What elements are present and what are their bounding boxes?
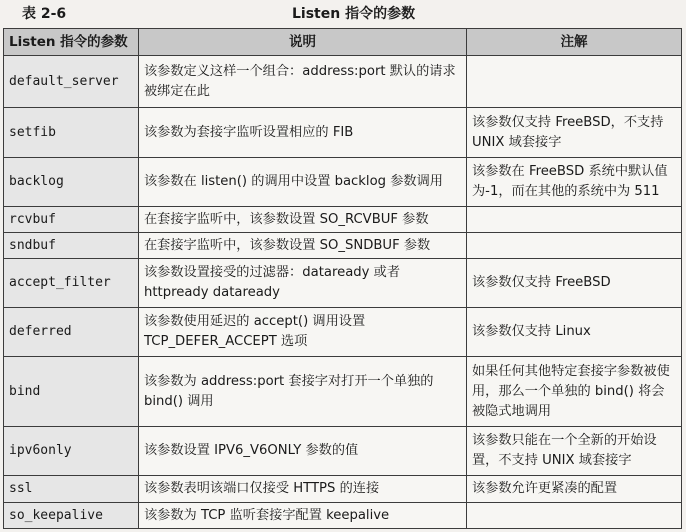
param-description: 该参数为套接字监听设置相应的 FIB	[139, 108, 467, 158]
param-name: default_server	[4, 56, 139, 108]
param-name: bind	[4, 357, 139, 427]
param-description: 在套接字监听中，该参数设置 SO_RCVBUF 参数	[139, 207, 467, 233]
param-name: rcvbuf	[4, 207, 139, 233]
param-description: 该参数设置 IPV6_V6ONLY 参数的值	[139, 427, 467, 476]
param-name: sndbuf	[4, 233, 139, 259]
table-row	[4, 259, 682, 308]
param-note: 该参数仅支持 Linux	[467, 308, 682, 357]
table-number: 表 2-6	[22, 6, 67, 22]
param-name: deferred	[4, 308, 139, 357]
param-name: accept_filter	[4, 259, 139, 308]
table-row	[4, 56, 682, 108]
header-param: Listen 指令的参数	[4, 29, 139, 56]
param-name: so_keepalive	[4, 503, 139, 529]
table-row	[4, 158, 682, 207]
table-row	[4, 308, 682, 357]
table-row	[4, 503, 682, 529]
param-note	[467, 503, 682, 529]
param-description: 该参数定义这样一个组合：address:port 默认的请求被绑定在此	[139, 56, 467, 108]
param-note: 该参数允许更紧凑的配置	[467, 476, 682, 503]
table-row	[4, 207, 682, 233]
table-caption	[0, 0, 686, 26]
param-note	[467, 233, 682, 259]
param-note	[467, 56, 682, 108]
param-note: 该参数仅支持 FreeBSD，不支持 UNIX 域套接字	[467, 108, 682, 158]
param-note	[467, 207, 682, 233]
header-description: 说明	[139, 29, 467, 56]
table-title: Listen 指令的参数	[292, 6, 416, 22]
param-description: 该参数使用延迟的 accept() 调用设置 TCP_DEFER_ACCEPT 选项	[139, 308, 467, 357]
param-name: ipv6only	[4, 427, 139, 476]
param-name: ssl	[4, 476, 139, 503]
table-row	[4, 476, 682, 503]
table-row	[4, 233, 682, 259]
param-name: setfib	[4, 108, 139, 158]
param-description: 在套接字监听中，该参数设置 SO_SNDBUF 参数	[139, 233, 467, 259]
param-description: 该参数设置接受的过滤器：dataready 或者 httpready dataready	[139, 259, 467, 308]
param-description: 该参数为 TCP 监听套接字配置 keepalive	[139, 503, 467, 529]
param-note: 该参数仅支持 FreeBSD	[467, 259, 682, 308]
param-description: 该参数为 address:port 套接字对打开一个单独的 bind() 调用	[139, 357, 467, 427]
header-row	[4, 29, 682, 56]
param-note: 该参数在 FreeBSD 系统中默认值为-1，而在其他的系统中为 511	[467, 158, 682, 207]
table-row	[4, 427, 682, 476]
param-name: backlog	[4, 158, 139, 207]
table-row	[4, 357, 682, 427]
param-note: 如果任何其他特定套接字参数被使用，那么一个单独的 bind() 将会被隐式地调用	[467, 357, 682, 427]
param-note: 该参数只能在一个全新的开始设置，不支持 UNIX 域套接字	[467, 427, 682, 476]
listen-params-table	[3, 28, 682, 529]
param-description: 该参数在 listen() 的调用中设置 backlog 参数调用	[139, 158, 467, 207]
table-row	[4, 108, 682, 158]
param-description: 该参数表明该端口仅接受 HTTPS 的连接	[139, 476, 467, 503]
header-note: 注解	[467, 29, 682, 56]
